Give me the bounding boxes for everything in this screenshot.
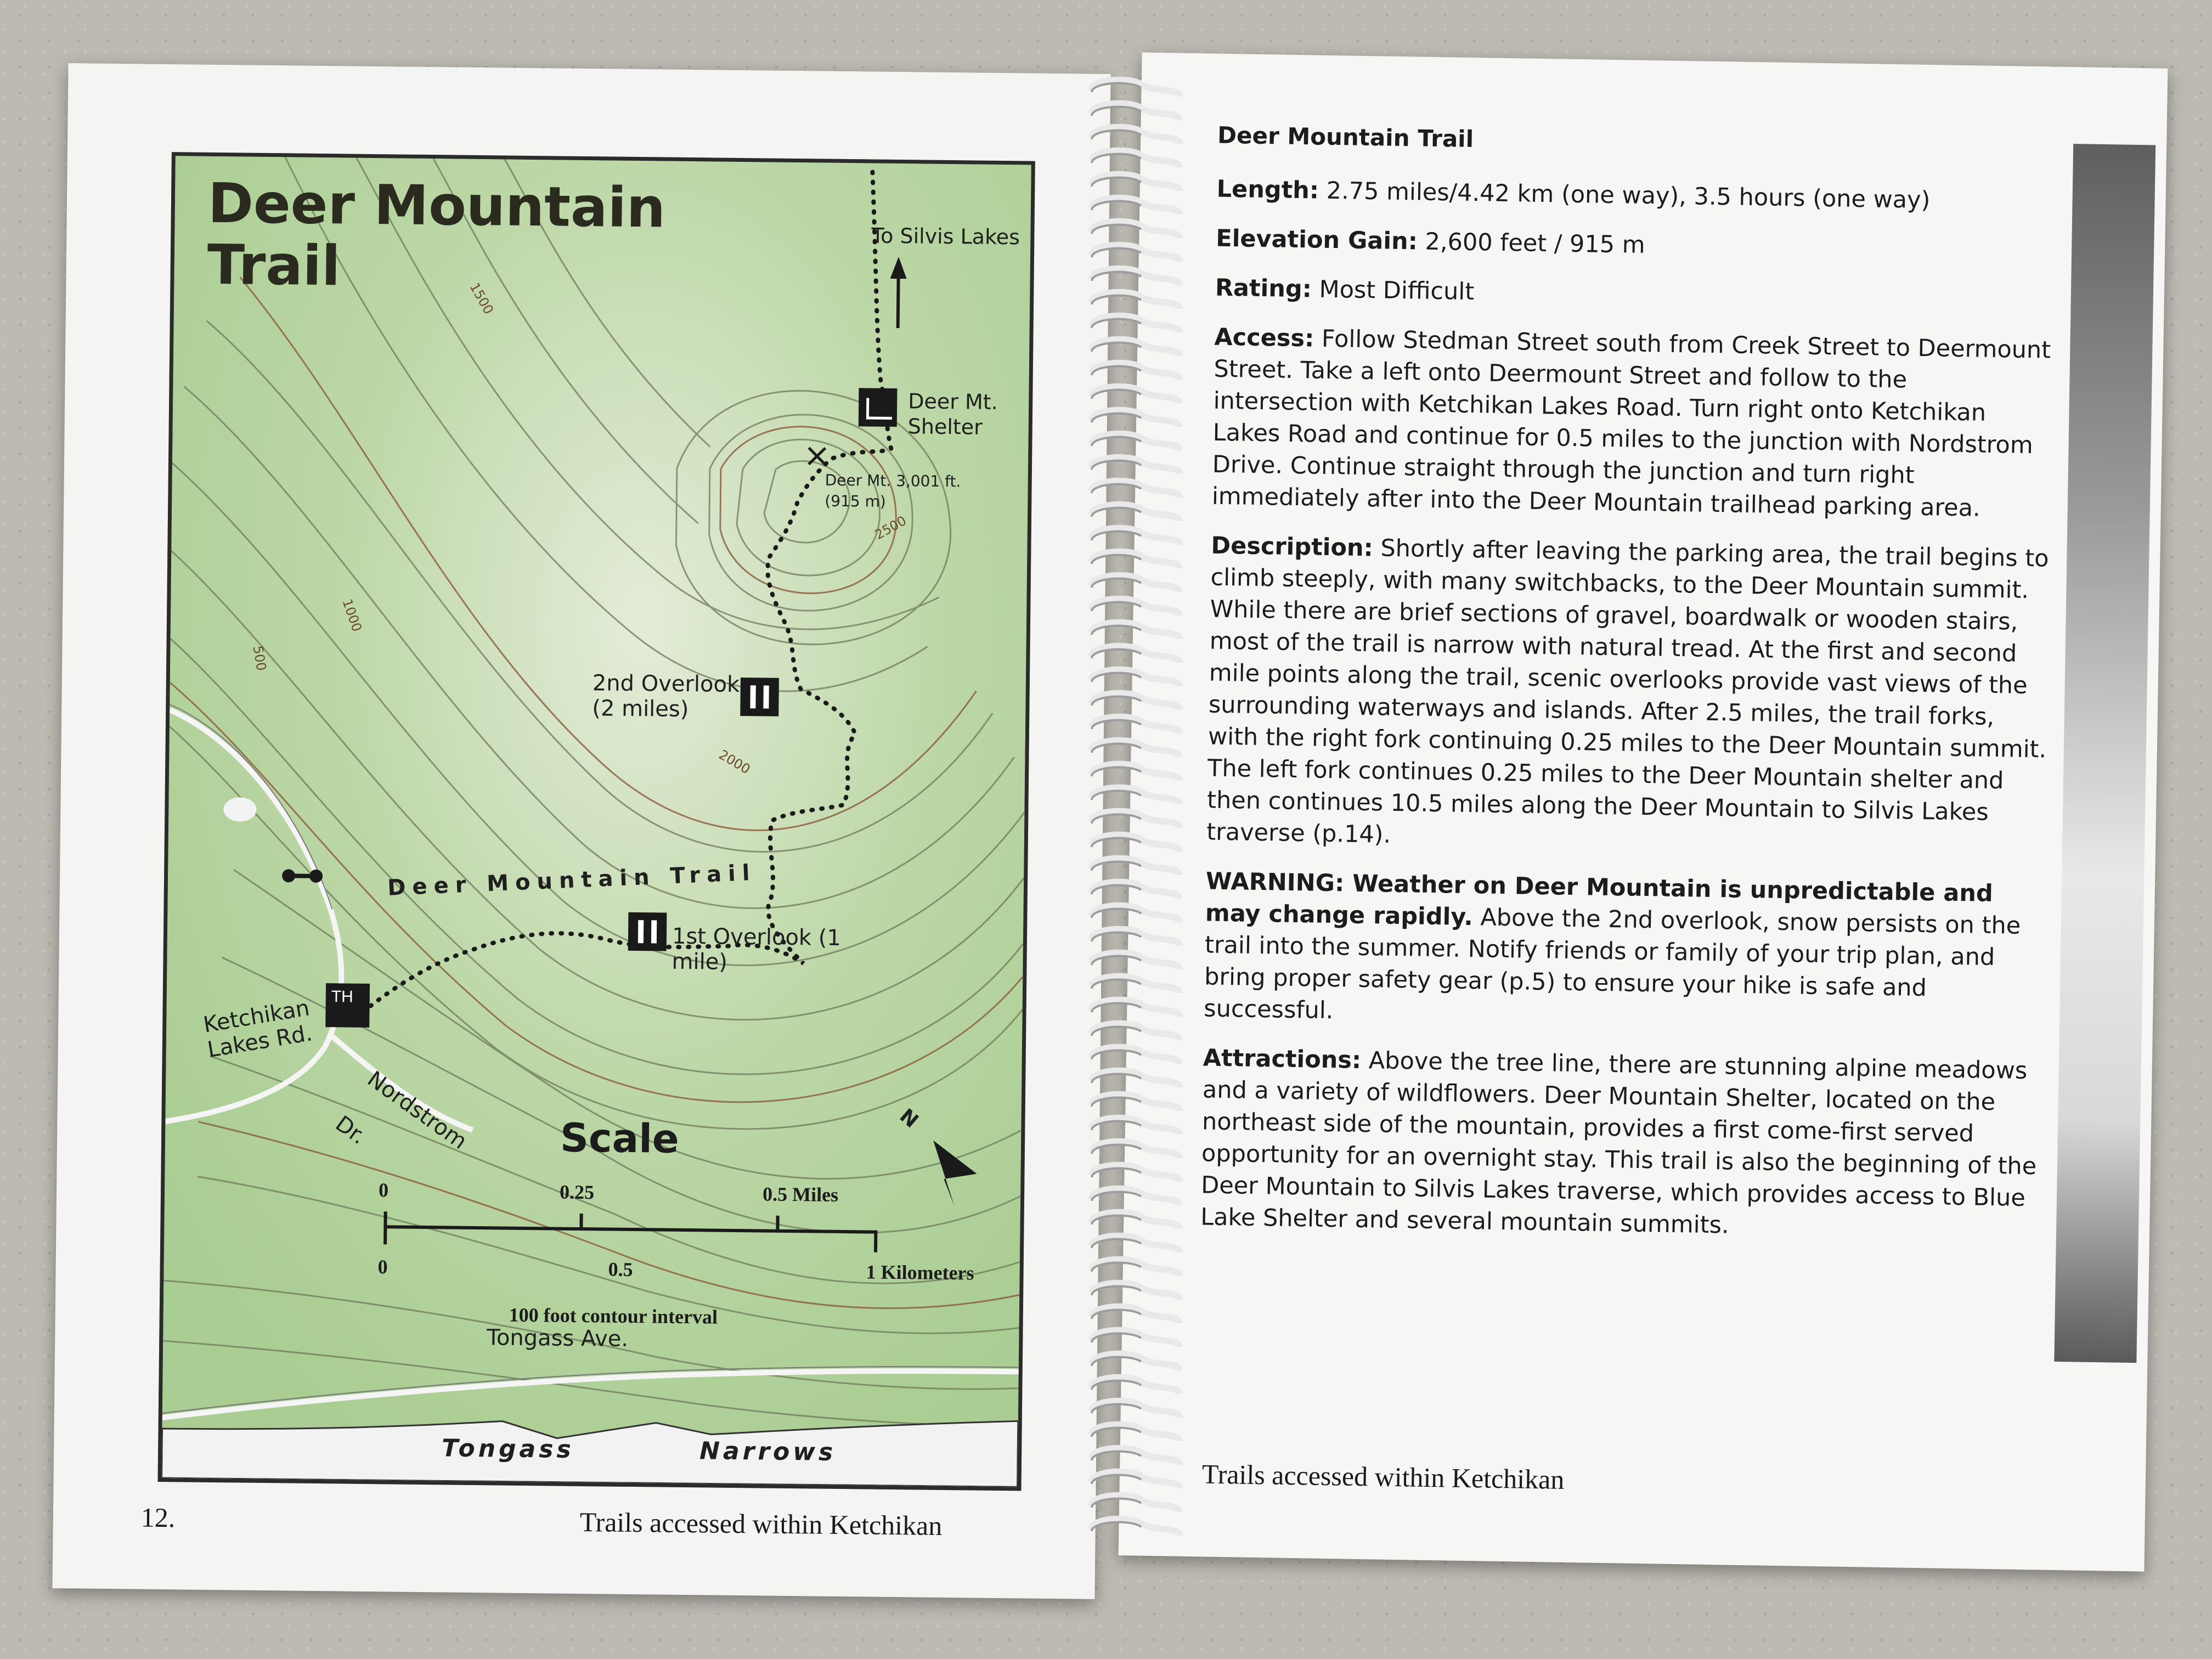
scale-km-05: 0.5: [608, 1258, 633, 1281]
overlook1-label: 1st Overlook (1 mile): [672, 923, 842, 975]
scale-tick: [383, 1211, 387, 1244]
description-paragraph: [1206, 530, 2051, 861]
spiral-coil: [1092, 1260, 1180, 1276]
contour-interval-label: 100 foot contour interval: [509, 1304, 718, 1328]
spiral-coil: [1092, 1283, 1180, 1300]
trail-description: [1200, 120, 2057, 1264]
summit-label: Deer Mt. 3,001 ft. (915 m): [825, 471, 961, 511]
spiral-coil: [1092, 1000, 1180, 1017]
spiral-coil: [1092, 434, 1180, 450]
warning-label: WARNING: Weather on Deer Mountain is unpredictable and may change rapidly.: [1205, 867, 1994, 932]
warning-paragraph: [1204, 865, 2045, 1037]
access-paragraph: [1211, 321, 2053, 526]
spiral-coil: [1092, 741, 1180, 757]
length-value: 2.75 miles/4.42 km (one way), 3.5 hours (one way): [1326, 177, 1931, 215]
right-page: [1119, 52, 2168, 1571]
spiral-coil: [1092, 575, 1180, 592]
left-footer: Trails accessed within Ketchikan: [579, 1506, 943, 1541]
spiral-coil: [1092, 151, 1180, 167]
length-row: [1216, 173, 2056, 218]
spiral-coil: [1092, 174, 1180, 191]
spiral-coil: [1092, 552, 1180, 568]
attractions-text: Above the tree line, there are stunning alpine meadows and a variety of wildflowers. Deer Mountain Shelter, located on the northeast side of the mountain, provides a first come-first served opportunity for an overnight stay. This trail is also the beginning of the Deer Mountain to Silvis Lakes traverse, which provides access to Blue Lake Shelter and several mountain summits.: [1200, 1047, 2037, 1239]
silvis-arrow: [898, 273, 899, 328]
spiral-coil: [1092, 1165, 1180, 1182]
spiral-coil: [1092, 670, 1180, 686]
photo-strip: [2054, 144, 2155, 1363]
spiral-coil: [1092, 977, 1180, 993]
spiral-coil: [1092, 1425, 1180, 1441]
spiral-coil: [1092, 1189, 1180, 1205]
spiral-coil: [1092, 198, 1180, 215]
spiral-coil: [1092, 811, 1180, 828]
contour-2500-label: 2500: [872, 512, 909, 543]
spiral-coil: [1092, 127, 1180, 144]
elevation-value: 2,600 feet / 915 m: [1425, 228, 1646, 259]
spiral-coil: [1092, 340, 1180, 356]
scale-tick: [874, 1231, 877, 1252]
map-title: Deer Mountain Trail: [207, 171, 666, 298]
scale-title: Scale: [560, 1114, 680, 1162]
spiral-coil: [1092, 882, 1180, 899]
contour-2000-label: 2000: [716, 747, 753, 777]
spiral-coil: [1092, 953, 1180, 969]
spiral-coil: [1092, 717, 1180, 733]
spiral-coil: [1092, 1024, 1180, 1040]
spiral-coil: [1092, 1354, 1180, 1370]
rating-value: Most Difficult: [1319, 275, 1475, 306]
spiral-coil: [1092, 599, 1180, 616]
contour-1000-label: 1000: [339, 597, 365, 634]
contour-1500-label: 1500: [466, 280, 496, 317]
scale-mile-0: 0: [378, 1179, 389, 1201]
spiral-coil: [1092, 788, 1180, 804]
access-label: Access:: [1214, 323, 1314, 353]
spiral-binding: [1070, 60, 1196, 1564]
topographic-map-svg: [162, 156, 1031, 1487]
contour-500-label: 500: [250, 644, 269, 672]
tongass-label: Tongass: [441, 1434, 574, 1464]
spiral-coil: [1092, 1401, 1180, 1418]
elevation-row: [1216, 223, 2056, 268]
overlook2-label: 2nd Overlook (2 miles): [592, 670, 740, 723]
right-footer: Trails accessed within Ketchikan: [1201, 1458, 1565, 1495]
overlook1-icon: [628, 912, 667, 951]
spiral-coil: [1092, 481, 1180, 498]
spiral-coil: [1092, 1118, 1180, 1135]
spiral-coil: [1092, 859, 1180, 875]
spiral-coil: [1092, 505, 1180, 521]
spiral-coil: [1092, 764, 1180, 781]
rating-label: Rating:: [1215, 274, 1312, 303]
spiral-coil: [1092, 1378, 1180, 1394]
narrows-label: Narrows: [699, 1437, 837, 1466]
elevation-label: Elevation Gain:: [1215, 224, 1418, 256]
spiral-coil: [1092, 1212, 1180, 1229]
shelter-label: Deer Mt. Shelter: [907, 389, 998, 439]
scale-tick: [776, 1216, 779, 1232]
spiral-coil: [1092, 693, 1180, 710]
spiral-coil: [1092, 1071, 1180, 1087]
spiral-coil: [1092, 835, 1180, 851]
tongass-ave-label: Tongass Ave.: [487, 1325, 629, 1352]
spiral-coil: [1092, 623, 1180, 639]
trail-map: [158, 152, 1035, 1491]
scale-tick: [579, 1214, 583, 1230]
spiral-coil: [1092, 1330, 1180, 1347]
spiral-coil: [1092, 316, 1180, 332]
spiral-coil: [1092, 906, 1180, 922]
spiral-coil: [1092, 458, 1180, 474]
rating-row: [1215, 272, 2055, 317]
overlook2-icon: [740, 678, 779, 716]
trailhead-text: TH: [331, 988, 353, 1006]
attractions-paragraph: [1200, 1042, 2042, 1246]
trail-title: Deer Mountain Trail: [1217, 121, 1474, 153]
trail-name-label: Deer Mountain Trail: [387, 860, 757, 901]
scale-mile-025: 0.25: [559, 1181, 595, 1204]
spiral-coil: [1092, 410, 1180, 427]
spiral-coil: [1092, 387, 1180, 403]
spiral-coil: [1092, 1094, 1180, 1111]
spiral-coil: [1092, 1142, 1180, 1158]
spiral-coil: [1092, 1236, 1180, 1252]
access-text: Follow Stedman Street south from Creek Street to Deermount Street. Take a left onto Deermount Street and follow to the intersection with Ketchikan Lakes Road. Turn right onto Ketchikan Lakes Road and continue for 0.5 miles to the junction with Nordstrom Drive. Continue straight through the junction and turn right immediately after into the Deer Mountain trailhead parking area.: [1211, 325, 2051, 522]
spiral-coil: [1092, 1448, 1180, 1465]
spiral-coil: [1092, 1519, 1180, 1536]
attractions-label: Attractions:: [1203, 1044, 1362, 1074]
description-label: Description:: [1211, 532, 1374, 562]
nordstrom-label: Nordstrom Dr.: [330, 1066, 472, 1155]
warning-text: Above the 2nd overlook, snow persists on the trail into the summer. Notify friends or family of your trip plan, and bring proper safety gear (p.5) to ensure your hike is safe and successful.: [1203, 904, 2021, 1025]
spiral-coil: [1092, 222, 1180, 238]
spiral-coil: [1092, 929, 1180, 946]
length-label: Length:: [1216, 175, 1319, 205]
left-page: [52, 63, 1110, 1599]
shelter-icon: [859, 388, 898, 427]
north-label: N: [895, 1104, 923, 1133]
spiral-coil: [1092, 646, 1180, 663]
lakes-rd-label: Ketchikan Lakes Rd.: [201, 995, 314, 1063]
spiral-coil: [1092, 80, 1180, 97]
spiral-coil: [1092, 269, 1180, 285]
to-silvis-label: To Silvis Lakes: [871, 223, 1020, 250]
scale-mile-05: 0.5 Miles: [762, 1183, 839, 1206]
scale-km-0: 0: [377, 1256, 388, 1278]
page-number: 12.: [140, 1502, 176, 1533]
spiral-coil: [1092, 292, 1180, 309]
spiral-coil: [1092, 1307, 1180, 1323]
spiral-coil: [1092, 363, 1180, 380]
spiral-coil: [1092, 1472, 1180, 1488]
spiral-coil: [1092, 528, 1180, 545]
spiral-coil: [1092, 1047, 1180, 1064]
spiral-coil: [1092, 245, 1180, 262]
spiral-coil: [1092, 1496, 1180, 1512]
description-text: Shortly after leaving the parking area, the trail begins to climb steeply, with many switchbacks, to the Deer Mountain summit. While there are brief sections of gravel, boardwalk or wooden stairs, most of the trail is narrow with natural tread. At the first and second mile points along the trail, scenic overlooks provide vast views of the surrounding waterways and islands. After 2.5 miles, the trail forks, with the right fork continuing 0.25 miles to the Deer Mountain summit. The left fork continues 0.25 miles to the Deer Mountain shelter and then continues 10.5 miles along the Deer Mountain to Silvis Lakes traverse (p.14).: [1206, 534, 2049, 849]
spiral-coil: [1092, 104, 1180, 120]
scale-km-1: 1 Kilometers: [866, 1261, 974, 1284]
